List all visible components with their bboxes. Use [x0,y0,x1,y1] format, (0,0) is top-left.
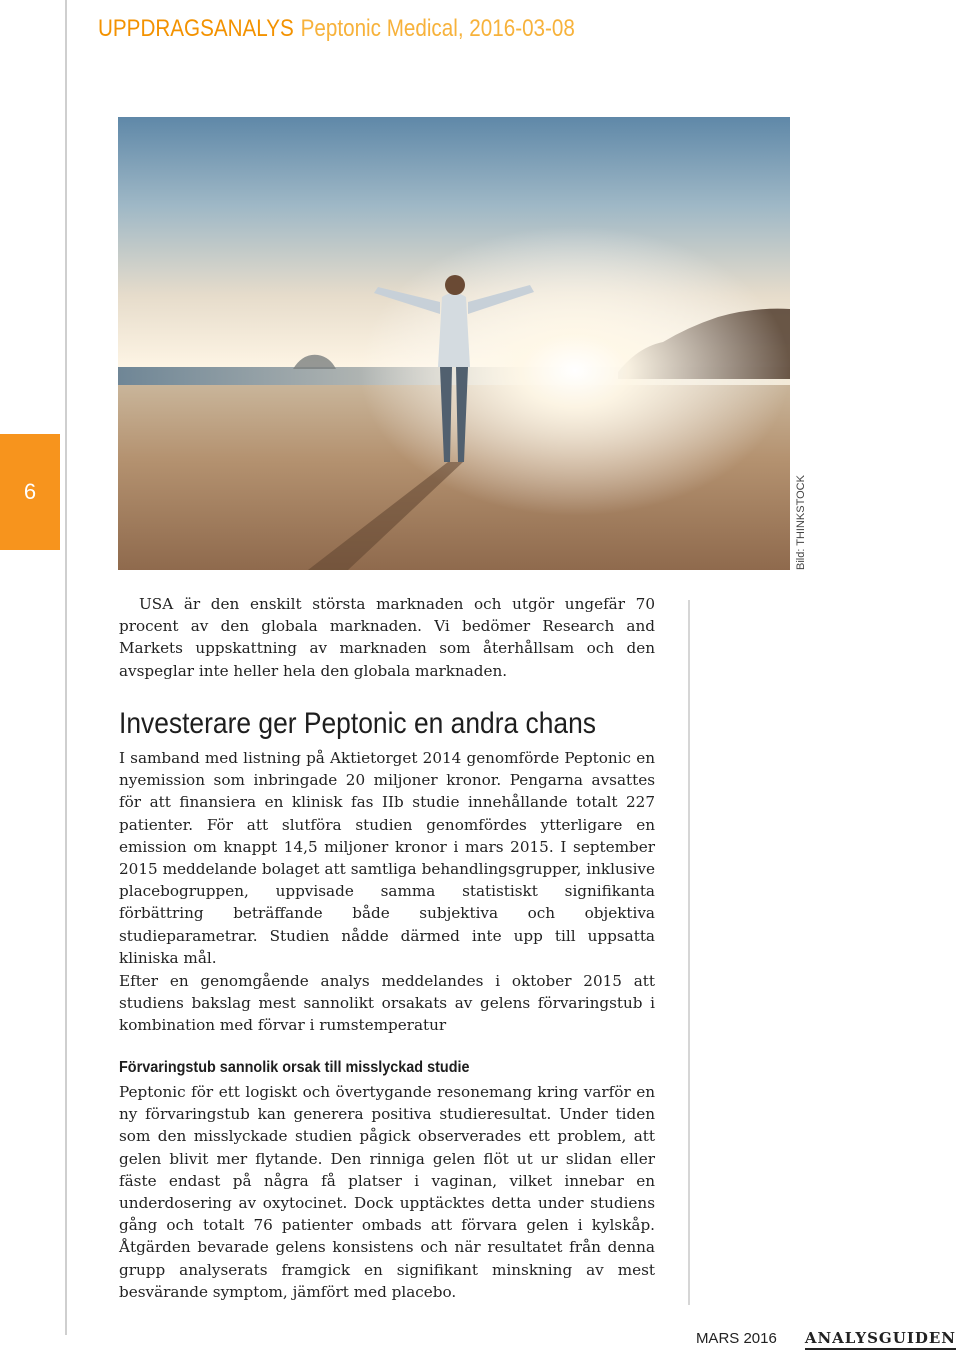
page-footer [696,1329,956,1350]
section2-heading: Förvaringstub sannolik orsak till misslyckad studie [119,1059,470,1076]
footer-brand-logo: ANALYSGUIDEN [805,1329,956,1350]
photo-credit: Bild: THINKSTOCK [795,475,807,570]
section1-heading: Investerare ger Peptonic en andra chans [119,707,596,740]
intro-text: USA är den enskilt största marknaden och utgör ungefär 70 procent av den globala marknaden. Vi bedömer Research and Markets uppskattning av marknaden som återhållsam och den avspeglar inte heller hela den globala marknaden. [119,595,655,680]
page-number-tab [0,434,60,550]
header-title: UPPDRAGSANALYS [98,15,294,42]
beach-photo-icon [118,117,790,570]
section2-paragraph: Peptonic för ett logiskt och övertygande resonemang kring varför en ny förvaringstub kan generera positiva studieresultat. Under tiden som den misslyckade studien pågick observerades ett problem, att gelen blivit mer flytande. Den rinniga gelen flöt ut ur slidan eller fäste endast på några få platser i vaginan, vilket innebar en underdosering av oxytocinet. Dock upptäcktes detta under studiens gång och totalt 76 patienter ombads att förvara gelen i kylskåp. Åtgärden bevarade gelens konsistens och när resultatet från denna grupp analyserats framgick en signifikant minskning av mest besvärande symptom, jämfört med placebo. [119,1083,655,1301]
page-number: 6 [23,479,37,504]
header-subtitle: Peptonic Medical, 2016-03-08 [300,15,575,42]
intro-paragraph [119,593,655,682]
section1-body-continued [119,970,655,1037]
section1-paragraph1: I samband med listning på Aktietorget 2014 genomförde Peptonic en nyemission som inbringade 20 miljoner kronor. Pengarna avsattes för att finansiera en klinisk fas IIb studie innehållande totalt 227 patienter. För att slutföra studien genomfördes ytterligare en emission om knappt 14,5 miljoner kronor i mars 2015. I september 2015 meddelande bolaget att samtliga behandlingsgrupper, inklusive placebogruppen, uppvisade samma statistiskt signifikanta förbättring beträffande både subjektiva och objektiva studieparametrar. Studien nådde därmed inte upp till uppsatta kliniska mål. [119,749,655,967]
page-header [98,14,575,44]
section1-paragraph2: Efter en genomgående analys meddelandes i oktober 2015 att studiens bakslag mest sannolikt orsakats av gelens förvaringstub i kombination med förvar i rumstemperatur [119,972,655,1035]
footer-date: MARS 2016 [695,1330,777,1347]
column-divider [688,600,690,1305]
left-margin-rule [65,0,67,1335]
section1-body [119,747,655,969]
section2-body [119,1081,655,1303]
